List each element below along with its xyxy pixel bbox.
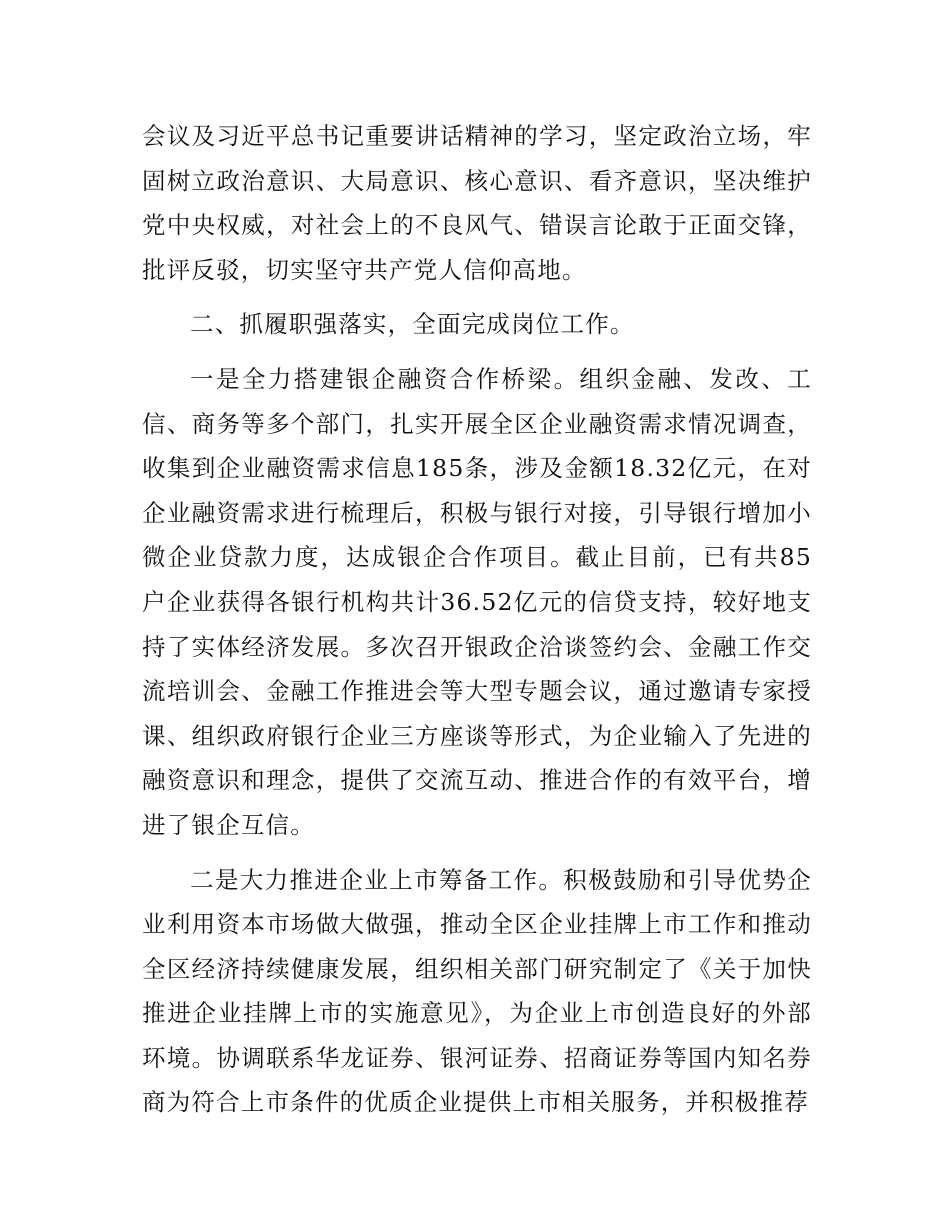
paragraph-gap: [142, 292, 812, 302]
paragraph-bank-enterprise-financing: 一是全力搭建银企融资合作桥梁。组织金融、发改、工信、商务等多个部门，扎实开展全区企业融资需求情况调查，收集到企业融资需求信息185条，涉及金额18.32亿元，在对企业融资需求进行梳理后，积极与银行对接，引导银行增加小微企业贷款力度，达成银企合作项目。截止目前，已有共85户企业获得各银行机构共计36.52亿元的信贷支持，较好地支持了实体经济发展。多次召开银政企洽谈签约会、金融工作交流培训会、金融工作推进会等大型专题会议，通过邀请专家授课、组织政府银行企业三方座谈等形式，为企业输入了先进的融资意识和理念，提供了交流互动、推进合作的有效平台，增进了银企互信。: [142, 364, 812, 839]
paragraph-political-study: 会议及习近平总书记重要讲话精神的学习，坚定政治立场，牢固树立政治意识、大局意识、核心意识、看齐意识，坚决维护党中央权威，对社会上的不良风气、错误言论敢于正面交锋，批评反驳，切实坚守共产党人信仰高地。: [142, 122, 812, 284]
paragraph-gap: [142, 848, 812, 858]
paragraph-enterprise-listing: 二是大力推进企业上市筹备工作。积极鼓励和引导优势企业利用资本市场做大做强，推动全区企业挂牌上市工作和推动全区经济持续健康发展，组织相关部门研究制定了《关于加快推进企业挂牌上市的实施意见》，为企业上市创造良好的外部环境。协调联系华龙证券、银河证券、招商证券等国内知名券商为符合上市条件的优质企业提供上市相关服务，并积极推荐: [142, 865, 812, 1117]
section-heading-duties: 二、抓履职强落实，全面完成岗位工作。: [190, 310, 635, 339]
document-page: [142, 114, 812, 1125]
paragraph-gap: [142, 347, 812, 357]
